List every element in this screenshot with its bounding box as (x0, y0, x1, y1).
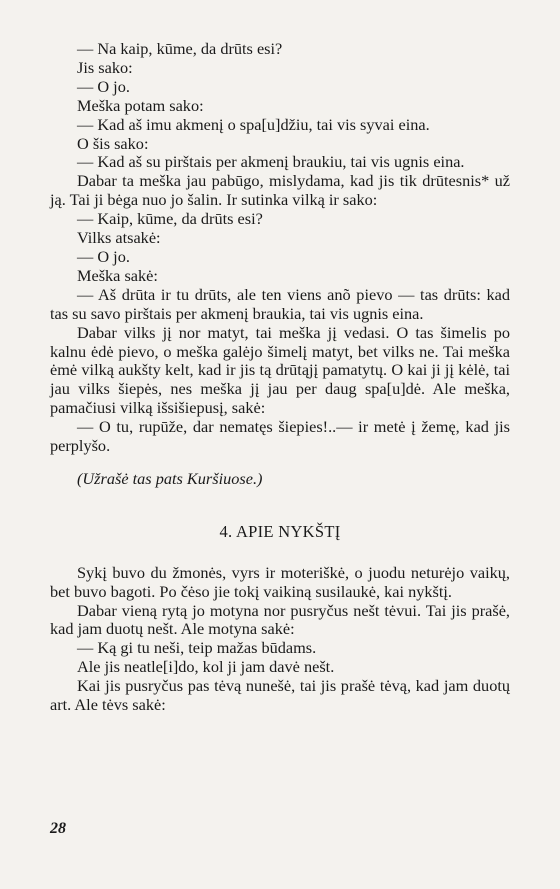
paragraph: Kai jis pusryčus pas tėvą nunešė, tai jis prašė tėvą, kad jam duotų art. Ale tėvs sakė: (50, 676, 510, 715)
paragraph: — Na kaip, kūme, da drūts esi? (77, 39, 283, 58)
story-text (50, 40, 510, 715)
paragraph: — Kad aš su pirštais per akmenį braukiu, tai vis ugnis eina. (77, 152, 465, 172)
paragraph: Vilks atsakė: (77, 228, 161, 248)
paragraph: Dabar vilks jį nor matyt, tai meška jį vedasi. O tas šimelis po kalnu ėdė pievo, o meška galėjo šimelį matyt, bet vilks ne. Tai meška ėmė vilką aukšty kelt, kad ir jis tą drūtąjį pamatytų. O kai ji jį kėlė, tai jau vilks šiepės, nes meška jį jau per daug spa[u]dė. Ale meška, pamačiusi vilką išsišiepusį, sakė: (50, 322, 510, 418)
paragraph: — O jo. (77, 246, 130, 266)
paragraph: — O tu, rupūže, dar nematęs šiepies!..— ir metė į žemę, kad jis perplyšo. (50, 417, 510, 456)
paragraph: Dabar ta meška jau pabūgo, mislydama, kad jis tik drūtesnis* už ją. Tai ji bėga nuo jo šalin. Ir sutinka vilką ir sako: (50, 171, 510, 210)
paragraph: — Aš drūta ir tu drūts, ale ten viens anõ pievo — tas drūts: kad tas su savo pirštais per akmenį braukia, tai vis ugnis eina. (50, 284, 510, 323)
paragraph: Jis sako: (77, 57, 133, 77)
paragraph: — O jo. (77, 76, 130, 96)
paragraph: Meška potam sako: (77, 95, 204, 115)
paragraph: Sykį buvo du žmonės, vyrs ir moteriškė, o juodu neturėjo vaikų, bet buvo bagoti. Po čėso jie tokį vaikiną susilaukė, kai nykštį. (50, 562, 510, 601)
paragraph: O šis sako: (77, 133, 149, 153)
paragraph: Meška sakė: (77, 265, 158, 285)
paragraph: — Ką gi tu neši, teip mažas būdams. (77, 638, 317, 658)
paragraph: — Kaip, kūme, da drūts esi? (77, 209, 263, 229)
source-note: (Užrašė tas pats Kuršiuose.) (77, 468, 263, 488)
paragraph: — Kad aš imu akmenį o spa[u]džiu, tai vis syvai eina. (77, 114, 430, 134)
page-number: 28 (50, 820, 66, 837)
paragraph: Dabar vieną rytą jo motyna nor pusryčus nešt tėvui. Tai jis prašė, kad jam duotų nešt. Ale motyna sakė: (50, 600, 510, 639)
section-heading: 4. APIE NYKŠTĮ (219, 521, 341, 541)
paragraph: Ale jis neatle[i]do, kol ji jam davė nešt. (77, 657, 335, 677)
